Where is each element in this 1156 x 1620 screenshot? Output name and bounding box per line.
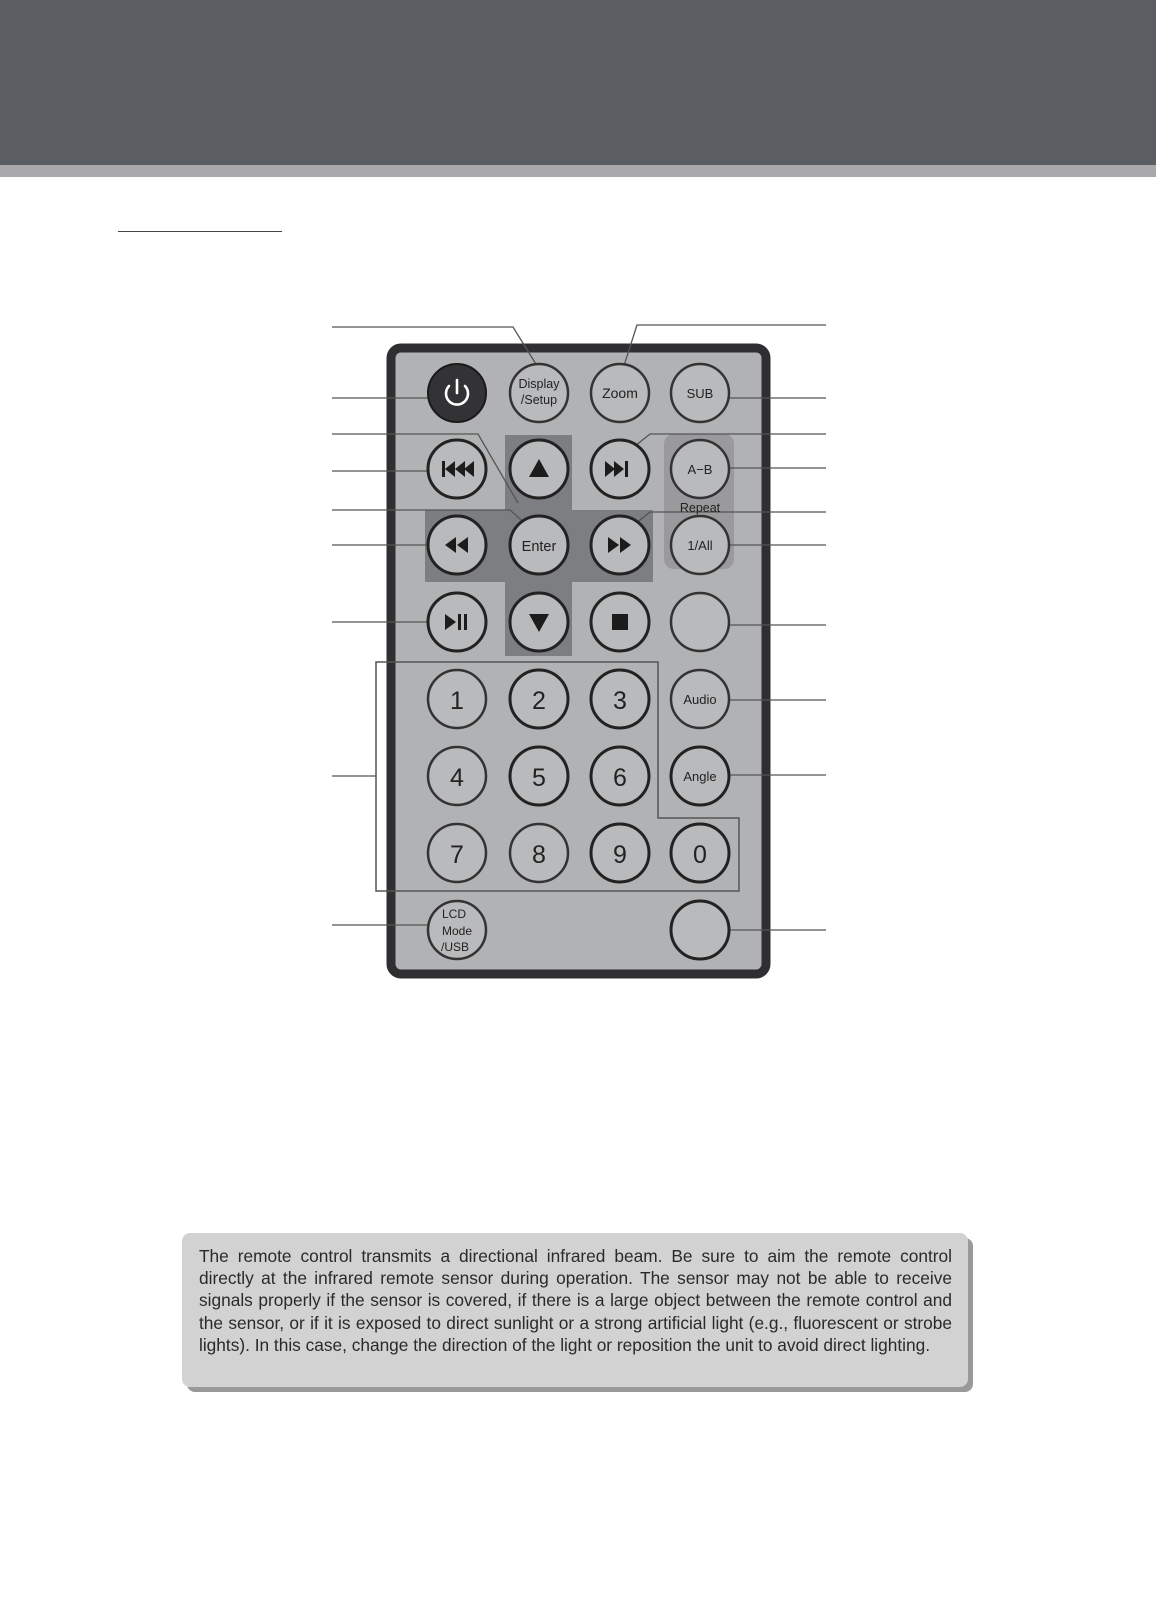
digit-7-button[interactable] <box>428 824 486 882</box>
lcd-mode-usb-button[interactable] <box>428 901 486 959</box>
skip-back-button[interactable] <box>428 440 486 498</box>
note-box <box>182 1233 968 1387</box>
digit-5-button[interactable] <box>510 747 568 805</box>
play-pause-button[interactable] <box>428 593 486 651</box>
zoom-label: Zoom <box>602 385 638 401</box>
repeat-1all-label: 1/All <box>687 538 713 553</box>
enter-label: Enter <box>521 539 557 555</box>
digit-label: 6 <box>613 764 627 792</box>
digit-label: 5 <box>532 764 546 792</box>
fast-forward-button[interactable] <box>591 516 649 574</box>
digit-label: 7 <box>450 841 464 869</box>
digit-label: 0 <box>693 841 707 869</box>
digit-9-button[interactable] <box>591 824 649 882</box>
audio-button[interactable] <box>671 670 729 728</box>
ab-button[interactable] <box>671 440 729 498</box>
angle-label: Angle <box>683 769 717 784</box>
digit-6-button[interactable] <box>591 747 649 805</box>
down-button[interactable] <box>510 593 568 651</box>
lcd-mode-usb-label: Mode <box>441 924 473 938</box>
digit-label: 1 <box>450 687 464 715</box>
sub-button[interactable] <box>671 364 729 422</box>
repeat-label: Repeat <box>679 501 721 515</box>
note-text: The remote control transmits a directional infrared beam. Be sure to aim the remote control directly at the infrared remote sensor during operation. The sensor may not be able to receive signals properly if the sensor is covered, if there is a large object between the remote control and the sensor, or if it is exposed to direct sunlight or a strong artificial light (e.g., fluorescent or strobe lights). In this case, change the direction of the light or reposition the unit to avoid direct lighting. <box>199 1246 952 1355</box>
audio-label: Audio <box>683 692 717 707</box>
digit-label: 9 <box>613 841 627 869</box>
repeat-1all-button[interactable] <box>671 516 729 574</box>
stop-button[interactable] <box>591 593 649 651</box>
digit-8-button[interactable] <box>510 824 568 882</box>
digit-label: 3 <box>613 687 627 715</box>
skip-forward-button[interactable] <box>591 440 649 498</box>
zoom-button[interactable] <box>591 364 649 422</box>
digit-1-button[interactable] <box>428 670 486 728</box>
display-setup-button[interactable] <box>510 364 568 422</box>
blank-bottom-right-button[interactable] <box>671 901 729 959</box>
digit-label: 4 <box>450 764 464 792</box>
digit-0-button[interactable] <box>671 824 729 882</box>
digit-2-button[interactable] <box>510 670 568 728</box>
display-setup-label: Display <box>518 377 560 391</box>
digit-label: 2 <box>532 687 546 715</box>
blank-button[interactable] <box>671 593 729 651</box>
digit-4-button[interactable] <box>428 747 486 805</box>
sub-label: SUB <box>686 386 714 401</box>
digit-label: 8 <box>532 841 546 869</box>
power-button[interactable] <box>428 364 486 422</box>
lcd-mode-usb-label: LCD <box>441 907 467 921</box>
up-button[interactable] <box>510 440 568 498</box>
rewind-button[interactable] <box>428 516 486 574</box>
digit-3-button[interactable] <box>591 670 649 728</box>
display-setup-label: /Setup <box>520 393 558 407</box>
lcd-mode-usb-label: /USB <box>440 940 470 954</box>
stop-icon <box>612 614 628 630</box>
enter-button[interactable] <box>510 516 568 574</box>
ab-label: A−B <box>687 462 713 477</box>
angle-button[interactable] <box>671 747 729 805</box>
